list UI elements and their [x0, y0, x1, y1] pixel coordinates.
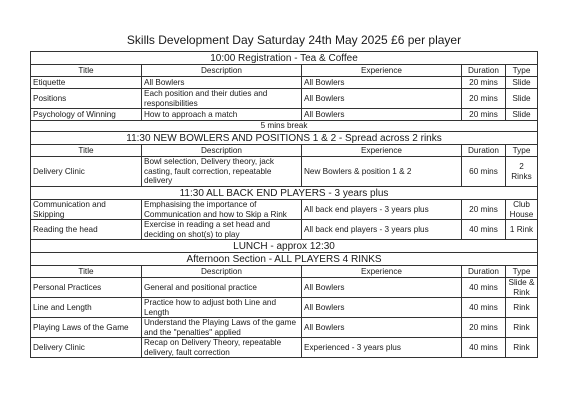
table-row — [31, 338, 538, 358]
session-type: Slide — [506, 109, 538, 121]
session-title: Positions — [31, 89, 142, 109]
session-title: Reading the head — [31, 220, 142, 240]
session-experience: All Bowlers — [302, 298, 462, 318]
session-experience: Experienced - 3 years plus — [302, 338, 462, 358]
session-type: 1 Rink — [506, 220, 538, 240]
session-description: General and positional practice — [142, 278, 302, 298]
session-title: Line and Length — [31, 298, 142, 318]
section-header-registration — [31, 52, 538, 65]
section-label: 11:30 NEW BOWLERS AND POSITIONS 1 & 2 - Spread across 2 rinks — [31, 132, 538, 145]
session-title: Psychology of Winning — [31, 109, 142, 121]
session-type: Slide — [506, 89, 538, 109]
session-experience: All Bowlers — [302, 77, 462, 89]
session-description: Recap on Delivery Theory, repeatable delivery, fault correction — [142, 338, 302, 358]
session-type: Rink — [506, 298, 538, 318]
section-label: LUNCH - approx 12:30 — [31, 240, 538, 253]
session-description: Exercise in reading a set head and deciding on shot(s) to play — [142, 220, 302, 240]
section-label: 11:30 ALL BACK END PLAYERS - 3 years plus — [31, 187, 538, 200]
session-title: Delivery Clinic — [31, 338, 142, 358]
session-type: Rink — [506, 338, 538, 358]
table-row — [31, 220, 538, 240]
session-experience: All Bowlers — [302, 318, 462, 338]
session-description: All Bowlers — [142, 77, 302, 89]
column-header-experience: Experience — [302, 266, 462, 278]
session-title: Delivery Clinic — [31, 157, 142, 187]
session-description: Emphasising the importance of Communication and how to Skip a Rink — [142, 200, 302, 220]
session-experience: All back end players - 3 years plus — [302, 200, 462, 220]
session-description: Each position and their duties and responsibilities — [142, 89, 302, 109]
table-row — [31, 109, 538, 121]
table-row — [31, 200, 538, 220]
section-label: 10:00 Registration - Tea & Coffee — [31, 52, 538, 65]
session-duration: 20 mins — [462, 318, 506, 338]
session-duration: 20 mins — [462, 200, 506, 220]
section-header-afternoon — [31, 253, 538, 266]
column-header-type: Type — [506, 145, 538, 157]
column-header-row — [31, 65, 538, 77]
column-header-title: Title — [31, 145, 142, 157]
session-title: Etiquette — [31, 77, 142, 89]
column-header-experience: Experience — [302, 65, 462, 77]
column-header-type: Type — [506, 266, 538, 278]
section-header-new-bowlers — [31, 132, 538, 145]
table-row — [31, 278, 538, 298]
session-experience: New Bowlers & position 1 & 2 — [302, 157, 462, 187]
session-description: Bowl selection, Delivery theory, jack casting, fault correction, repeatable delivery — [142, 157, 302, 187]
section-label: 5 mins break — [31, 121, 538, 132]
column-header-duration: Duration — [462, 145, 506, 157]
column-header-description: Description — [142, 266, 302, 278]
session-duration: 20 mins — [462, 89, 506, 109]
column-header-type: Type — [506, 65, 538, 77]
session-duration: 40 mins — [462, 338, 506, 358]
session-experience: All back end players - 3 years plus — [302, 220, 462, 240]
table-row — [31, 298, 538, 318]
table-row — [31, 318, 538, 338]
column-header-title: Title — [31, 266, 142, 278]
table-row — [31, 77, 538, 89]
table-row — [31, 157, 538, 187]
column-header-duration: Duration — [462, 65, 506, 77]
column-header-experience: Experience — [302, 145, 462, 157]
session-type: 2 Rinks — [506, 157, 538, 187]
session-experience: All Bowlers — [302, 278, 462, 298]
column-header-title: Title — [31, 65, 142, 77]
session-duration: 20 mins — [462, 77, 506, 89]
schedule-table — [30, 51, 538, 358]
session-title: Communication and Skipping — [31, 200, 142, 220]
section-header-back-end — [31, 187, 538, 200]
session-duration: 20 mins — [462, 109, 506, 121]
page-title: Skills Development Day Saturday 24th May 2025 £6 per player — [126, 33, 462, 47]
column-header-row — [31, 266, 538, 278]
column-header-description: Description — [142, 65, 302, 77]
session-duration: 60 mins — [462, 157, 506, 187]
session-description: Practice how to adjust both Line and Length — [142, 298, 302, 318]
section-header-break — [31, 121, 538, 132]
column-header-row — [31, 145, 538, 157]
session-experience: All Bowlers — [302, 89, 462, 109]
section-label: Afternoon Section - ALL PLAYERS 4 RINKS — [31, 253, 538, 266]
table-row — [31, 89, 538, 109]
session-type: Rink — [506, 318, 538, 338]
session-title: Playing Laws of the Game — [31, 318, 142, 338]
session-type: Slide — [506, 77, 538, 89]
session-type: Slide & Rink — [506, 278, 538, 298]
session-experience: All Bowlers — [302, 109, 462, 121]
session-description: Understand the Playing Laws of the game and the "penalties" applied — [142, 318, 302, 338]
session-title: Personal Practices — [31, 278, 142, 298]
column-header-description: Description — [142, 145, 302, 157]
column-header-duration: Duration — [462, 266, 506, 278]
session-description: How to approach a match — [142, 109, 302, 121]
session-duration: 40 mins — [462, 220, 506, 240]
session-duration: 40 mins — [462, 298, 506, 318]
session-duration: 40 mins — [462, 278, 506, 298]
section-header-lunch — [31, 240, 538, 253]
session-type: Club House — [506, 200, 538, 220]
